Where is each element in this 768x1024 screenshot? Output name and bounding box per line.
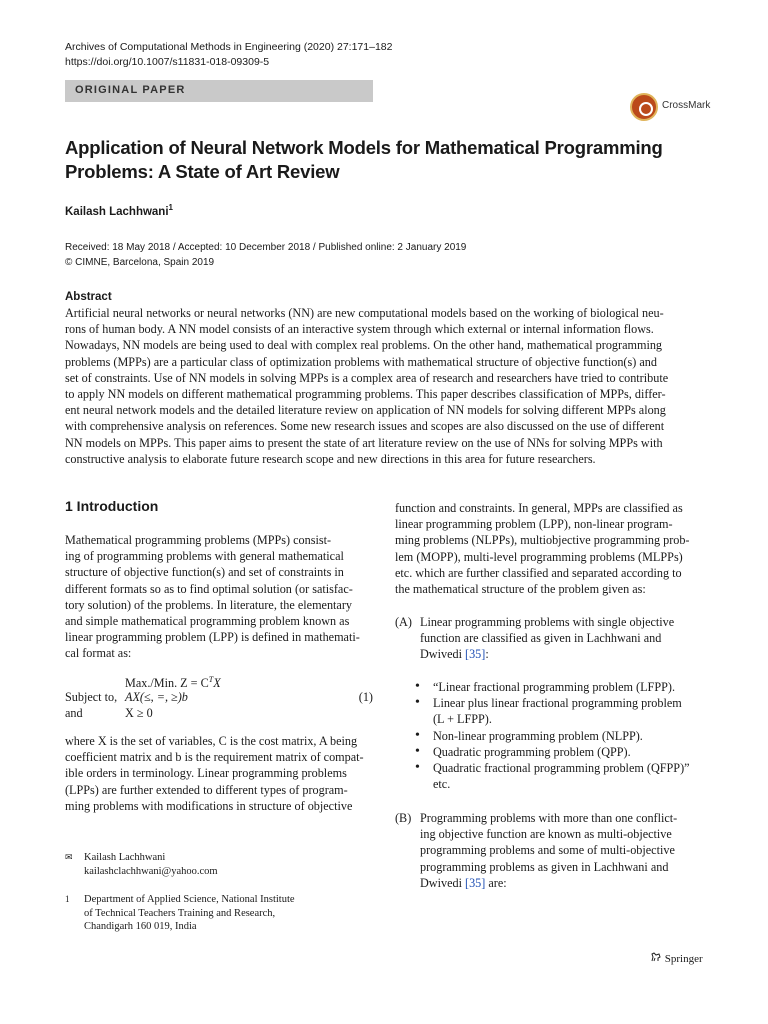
list-item-a xyxy=(395,614,703,663)
abstract-line: set of constraints. Use of NN models in solving MPPs is a complex area of research and researchers have tried to contribute xyxy=(65,370,669,385)
crossmark-label: CrossMark xyxy=(662,100,711,111)
bullet-item: • Linear plus linear fractional programming problem xyxy=(415,695,705,711)
objective-var: X xyxy=(213,676,221,691)
doi-link[interactable]: https://doi.org/10.1007/s11831-018-09309-5 xyxy=(65,56,270,68)
item-a-tail: : xyxy=(485,647,489,662)
item-b-label: (B) xyxy=(395,811,412,825)
correspondence-email[interactable]: kailashclachhwani@yahoo.com xyxy=(84,865,218,877)
title-line-1: Application of Neural Network Models for Mathematical Programming xyxy=(65,137,663,158)
article-type-band xyxy=(65,80,373,102)
paragraph-line: tory solution) of the problems. In literature, the elementary xyxy=(65,597,352,612)
item-b-line-5 xyxy=(420,875,703,891)
item-b-line: Programming problems with more than one conflict- xyxy=(420,811,678,825)
item-a-line-3 xyxy=(420,646,703,662)
affiliation-mark: 1 xyxy=(65,894,70,904)
paper-title xyxy=(65,136,705,184)
equation-row-nonneg xyxy=(65,705,373,722)
publisher-name: Springer xyxy=(664,953,703,965)
author-name[interactable]: Kailash Lachhwani xyxy=(65,205,169,218)
paragraph-line: etc. which are further classified and separated according to xyxy=(395,565,682,580)
item-b-text: Dwivedi xyxy=(420,875,462,890)
item-a-text: Dwivedi xyxy=(420,647,462,662)
paragraph-line: ible orders in terminology. Linear programming problems xyxy=(65,766,347,781)
citation-link-35[interactable]: [35] xyxy=(465,647,486,662)
paragraph-line: Mathematical programming problems (MPPs) consist- xyxy=(65,533,332,547)
item-b-line: ing objective function are known as multi-objective xyxy=(420,827,672,842)
affiliation-line: of Technical Teachers Training and Research, xyxy=(84,907,276,919)
equation-number: (1) xyxy=(358,689,373,704)
affiliation-block xyxy=(65,893,373,934)
affiliation-line: Department of Applied Science, National Institute xyxy=(84,894,295,905)
crossmark-icon xyxy=(630,93,658,121)
right-paragraph-1 xyxy=(395,500,703,597)
abstract-line: Artificial neural networks or neural networks (NN) are new computational models based on the working of biological neu- xyxy=(65,306,664,320)
item-b-line: programming problems as given in Lachhwani and xyxy=(420,859,669,874)
bullet-continuation: (L + LFPP). xyxy=(433,712,492,727)
bullet-item: • Quadratic programming problem (QPP). xyxy=(415,744,705,760)
item-a-label: (A) xyxy=(395,615,412,629)
publisher-logo xyxy=(650,951,703,965)
paragraph-line: different formats so as to find optimal solution (or satisfac- xyxy=(65,581,353,596)
correspondence-block xyxy=(65,851,373,878)
equation-row-constraint xyxy=(65,689,373,706)
paragraph-line: where X is the set of variables, C is the cost matrix, A being xyxy=(65,734,358,748)
abstract-line: with comprehensive analysis on references. Some new research issues and scopes are also discussed on the use of different xyxy=(65,419,665,434)
paragraph-line: ing of programming problems with general mathematical xyxy=(65,549,344,564)
paragraph-line: and simple mathematical programming problem known as xyxy=(65,614,350,629)
copyright-line: © CIMNE, Barcelona, Spain 2019 xyxy=(65,257,215,268)
envelope-icon: ✉ xyxy=(65,852,73,862)
item-a-line: Linear programming problems with single objective xyxy=(420,615,675,629)
transpose-sup: T xyxy=(208,675,214,684)
springer-horse-icon xyxy=(650,951,662,963)
section-heading-introduction: 1 Introduction xyxy=(65,498,159,514)
bullet-etc: etc. xyxy=(433,777,451,792)
equation-constraint: AX(≤, =, ≥)b xyxy=(125,689,188,704)
item-a-line: function are classified as given in Lachhwani and xyxy=(420,631,662,646)
title-line-2: Problems: A State of Art Review xyxy=(65,161,340,182)
paragraph-line: linear programming problem (LPP) is defined in mathemati- xyxy=(65,630,360,645)
dates-line: Received: 18 May 2018 / Accepted: 10 December 2018 / Published online: 2 January 2019 xyxy=(65,242,467,253)
bullet-item: • “Linear fractional programming problem (LFPP). xyxy=(415,679,705,695)
paragraph-line: coefficient matrix and b is the requirement matrix of compat- xyxy=(65,750,364,765)
equation-label-and: and xyxy=(65,706,83,720)
bullet-item: • Quadratic fractional programming problem (QFPP)” xyxy=(415,760,705,776)
citation-link-35[interactable]: [35] xyxy=(465,875,486,890)
abstract-line: ent neural network models and the detailed literature review on application of NN models for solving different MPPs along xyxy=(65,403,666,418)
equation-row-objective xyxy=(65,672,373,689)
abstract-body xyxy=(65,305,703,467)
paragraph-line: structure of objective function(s) and set of constraints in xyxy=(65,565,344,580)
paragraph-line: cal format as: xyxy=(65,646,132,661)
intro-paragraph-1 xyxy=(65,532,373,662)
paragraph-line: ming problems (NLPPs), multiobjective programming prob- xyxy=(395,533,690,548)
crossmark-badge[interactable] xyxy=(630,92,740,124)
abstract-line: constructive analysis to elaborate future research scope and new directions in this area for future researchers. xyxy=(65,451,596,466)
author-affil-mark: 1 xyxy=(168,203,173,212)
intro-paragraph-2 xyxy=(65,733,373,814)
author-line xyxy=(65,203,173,218)
paragraph-line: function and constraints. In general, MPPs are classified as xyxy=(395,501,683,515)
abstract-line: Nowadays, NN models are being used to deal with complex real problems. On the other hand, mathematical programming xyxy=(65,338,663,353)
paragraph-line: (LPPs) are further extended to different types of program- xyxy=(65,782,348,797)
abstract-line: NN models on MPPs. This paper aims to present the state of art literature review on the use of NNs for solving MPPs with xyxy=(65,435,663,450)
paragraph-line: linear programming problem (LPP), non-linear program- xyxy=(395,517,673,532)
equation-label-subject: Subject to, xyxy=(65,689,118,704)
item-b-line: programming problems and some of multi-objective xyxy=(420,843,675,858)
equation-nonneg: X ≥ 0 xyxy=(125,706,153,720)
paragraph-line: lem (MOPP), multi-level programming problems (MLPPs) xyxy=(395,549,683,564)
journal-header xyxy=(65,40,392,70)
journal-citation: Archives of Computational Methods in Engineering (2020) 27:171–182 xyxy=(65,41,393,53)
bullet-list xyxy=(415,679,705,792)
correspondence-name: Kailash Lachhwani xyxy=(84,852,166,863)
equation-1 xyxy=(65,672,373,722)
item-b-tail: are: xyxy=(485,875,507,890)
footnotes xyxy=(65,851,373,934)
abstract-line: rons of human body. A NN model consists of an interactive system through which external or internal information flows. xyxy=(65,322,654,337)
abstract-heading: Abstract xyxy=(65,291,112,303)
abstract-line: problems (MPPs) are a particular class of optimization problems with mathematical structure of objective function(s) and xyxy=(65,354,657,369)
abstract-line: to apply NN models on different mathematical programming problems. This paper describes classification of MPPs, differ- xyxy=(65,387,666,402)
publication-dates xyxy=(65,240,466,270)
paragraph-line: ming problems with modifications in structure of objective xyxy=(65,798,353,813)
affiliation-line: Chandigarh 160 019, India xyxy=(84,921,197,932)
bullet-item: • Non-linear programming problem (NLPP). xyxy=(415,728,705,744)
list-item-b xyxy=(395,810,703,891)
article-type-label: ORIGINAL PAPER xyxy=(75,84,186,96)
footnote-divider xyxy=(65,840,373,842)
paragraph-line: the mathematical structure of the problem given as: xyxy=(395,582,646,597)
objective-text: Max./Min. Z = C xyxy=(125,676,209,691)
